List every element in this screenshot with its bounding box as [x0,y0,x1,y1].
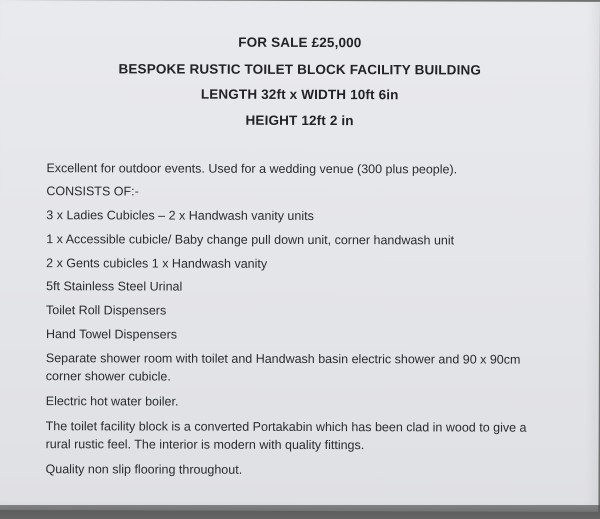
table-surface [0,505,600,519]
description-line-2: rural rustic feel. The interior is modern with quality fittings. [45,437,365,453]
price-heading: FOR SALE £25,000 [238,34,362,51]
building-title: BESPOKE RUSTIC TOILET BLOCK FACILITY BUILDING [118,61,482,78]
toilet-roll-item: Toilet Roll Dispensers [46,303,167,318]
dimensions-height: HEIGHT 12ft 2 in [245,112,354,129]
shower-room-line-1: Separate shower room with toilet and Handwash basin electric shower and 90 x 90cm [45,351,521,367]
flooring-item: Quality non slip flooring throughout. [45,462,243,477]
dimensions-length-width: LENGTH 32ft x WIDTH 10ft 6in [200,86,399,103]
ladies-cubicles-item: 3 x Ladies Cubicles – 2 x Handwash vanity units [46,208,314,223]
gents-cubicles-item: 2 x Gents cubicles 1 x Handwash vanity [46,256,268,271]
consists-of-heading: CONSISTS OF:- [46,184,139,199]
intro-text: Excellent for outdoor events. Used for a wedding venue (300 plus people). [46,161,458,177]
description-line-1: The toilet facility block is a converted Portakabin which has been clad in wood to give a [45,419,527,435]
boiler-item: Electric hot water boiler. [45,394,179,409]
hand-towel-item: Hand Towel Dispensers [45,327,178,342]
accessible-cubicle-item: 1 x Accessible cubicle/ Baby change pull down unit, corner handwash unit [46,232,455,248]
shower-room-line-2: corner shower cubicle. [45,369,171,384]
urinal-item: 5ft Stainless Steel Urinal [46,279,183,294]
